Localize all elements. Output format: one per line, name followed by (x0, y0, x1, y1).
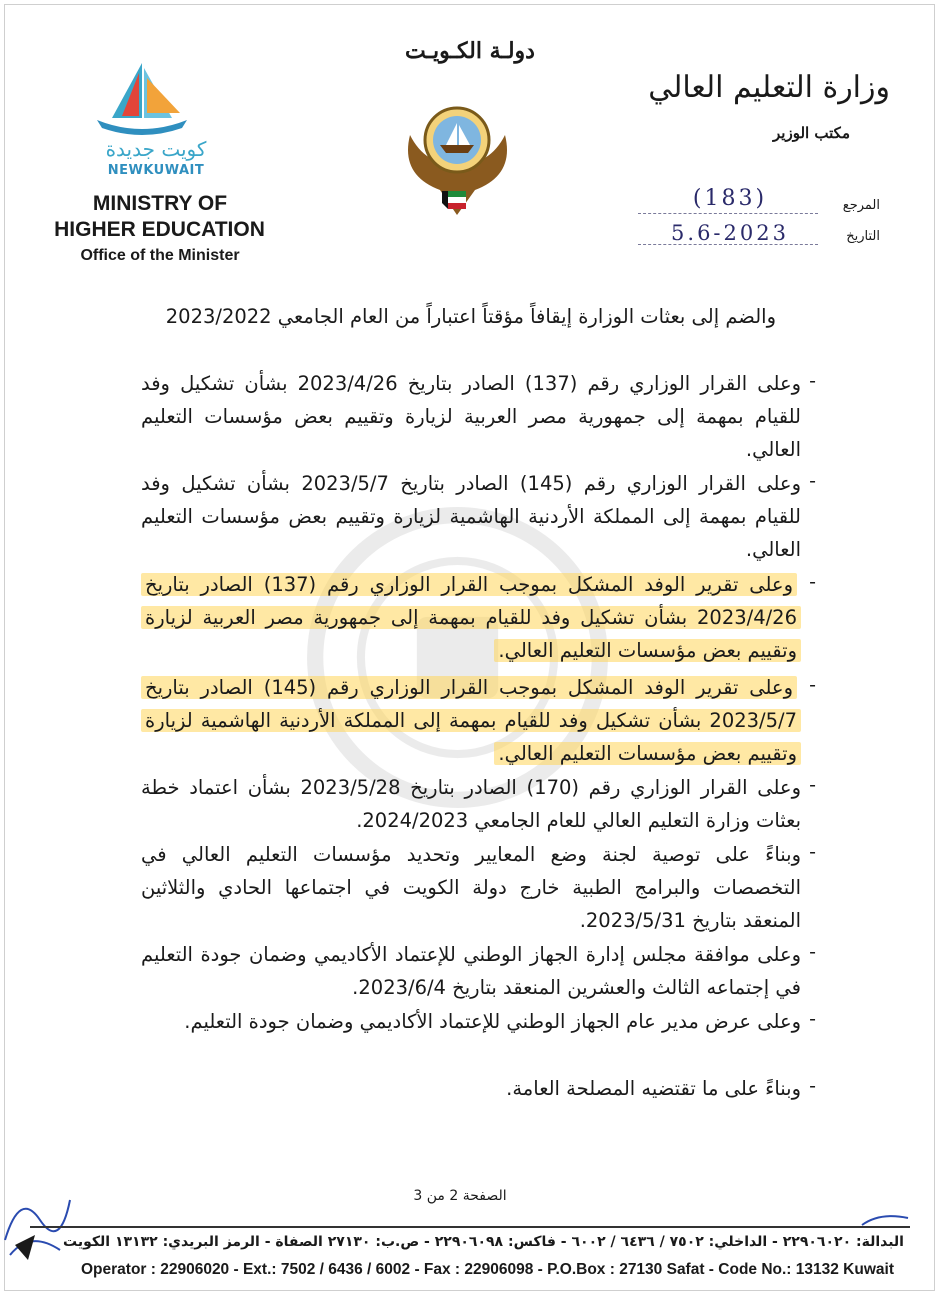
newkuwait-en: NEWKUWAIT (107, 163, 205, 178)
list-item: وعلى القرار الوزاري رقم (170) الصادر بتاريخ 2023/5/28 بشأن اعتماد خطة بعثات وزارة التعليم العالي للعام الجامعي 2024/2023. (141, 776, 801, 832)
reference-label: المرجع (842, 198, 880, 213)
newkuwait-logo-icon (92, 58, 192, 138)
bullet-marker: - (809, 1008, 816, 1030)
page-number: الصفحة 2 من 3 (413, 1188, 507, 1204)
footer-divider (30, 1226, 910, 1228)
list-item: وعلى القرار الوزاري رقم (137) الصادر بتاريخ 2023/4/26 بشأن تشكيل وفد للقيام بمهمة إلى جمهورية مصر العربية لزيارة وتقييم بعض مؤسسات التعليم العالي. (141, 372, 801, 461)
highlighted-text: وعلى تقرير الوفد المشكل بموجب القرار الوزاري رقم (145) الصادر بتاريخ 2023/5/7 بشأن تشكيل وفد للقيام بمهمة إلى المملكة الأردنية الهاشمية لزيارة وتقييم بعض مؤسسات التعليم العالي. (141, 676, 801, 765)
reference-line (638, 213, 818, 214)
bullet-marker: - (809, 370, 816, 392)
ministry-name-ar: وزارة التعليم العالي (648, 70, 890, 105)
footer-contact-ar: البدالة: ٢٢٩٠٦٠٢٠ - الداخلي: ٧٥٠٢ / ٦٤٣٦ / ٦٠٠٢ - فاكس: ٢٢٩٠٦٠٩٨ - ص.ب: ٢٧١٣٠ الصفاة - الرمز البريدي: ١٣١٣٢ الكويت (63, 1234, 904, 1250)
footer-contact-en: Operator : 22906020 - Ext.: 7502 / 6436 / 6002 - Fax : 22906098 - P.O.Box : 27130 Safat - Code No.: 13132 Kuwait (80, 1261, 894, 1278)
ministry-name-en-line1: MINISTRY OF (92, 192, 228, 215)
list-item (141, 568, 801, 667)
list-item (141, 671, 801, 770)
intro-paragraph: والضم إلى بعثات الوزارة إيقافاً مؤقتاً اعتباراً من العام الجامعي 2023/2022 (165, 305, 776, 328)
reference-value: (183) (692, 186, 768, 211)
bullet-marker: - (809, 941, 816, 963)
state-name: دولـة الكـويـت (405, 38, 535, 64)
list-item: وعلى عرض مدير عام الجهاز الوطني للإعتماد الأكاديمي وضمان جودة التعليم. (184, 1010, 801, 1033)
date-value: 5.6-2023 (671, 221, 789, 245)
ministry-name-en-line2: HIGHER EDUCATION (54, 218, 265, 241)
date-label: التاريخ (846, 229, 880, 244)
kuwait-emblem-icon (400, 95, 515, 225)
list-item: وعلى القرار الوزاري رقم (145) الصادر بتاريخ 2023/5/7 بشأن تشكيل وفد للقيام بمهمة إلى المملكة الأردنية الهاشمية لزيارة وتقييم بعض مؤسسات التعليم العالي. (141, 472, 801, 561)
office-name-ar: مكتب الوزير (773, 124, 850, 142)
bullet-marker: - (809, 1075, 816, 1097)
office-name-en: Office of the Minister (80, 247, 240, 264)
list-item: وبناءً على توصية لجنة وضع المعايير وتحديد مؤسسات التعليم العالي في التخصصات والبرامج الطبية خارج دولة الكويت في اجتماعها الحادي والثلاثين المنعقد بتاريخ 2023/5/31. (141, 843, 801, 932)
bullet-marker: - (809, 571, 816, 593)
bullet-marker: - (809, 841, 816, 863)
bullet-marker: - (809, 674, 816, 696)
list-item: وعلى موافقة مجلس إدارة الجهاز الوطني للإعتماد الأكاديمي وضمان جودة التعليم في إجتماعه الثالث والعشرين المنعقد بتاريخ 2023/6/4. (141, 943, 801, 999)
bullet-marker: - (809, 470, 816, 492)
signature-icon (0, 1180, 80, 1270)
bullet-marker: - (809, 774, 816, 796)
highlighted-text: وعلى تقرير الوفد المشكل بموجب القرار الوزاري رقم (137) الصادر بتاريخ 2023/4/26 بشأن تشكيل وفد للقيام بمهمة إلى جمهورية مصر العربية لزيارة وتقييم بعض مؤسسات التعليم العالي. (141, 573, 801, 662)
list-item: وبناءً على ما تقتضيه المصلحة العامة. (506, 1077, 801, 1100)
newkuwait-ar: كويت جديدة (105, 137, 207, 161)
